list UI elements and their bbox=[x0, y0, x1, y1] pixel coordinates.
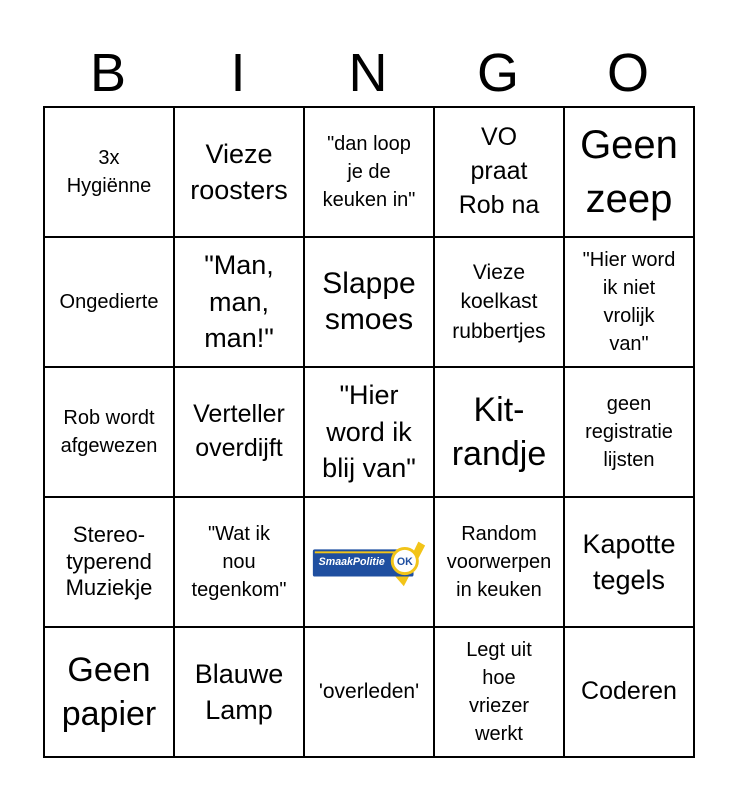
cell-text: VO praat Rob na bbox=[458, 123, 540, 219]
bingo-cell[interactable] bbox=[434, 107, 564, 237]
bingo-cell[interactable] bbox=[44, 497, 174, 627]
bingo-cell[interactable] bbox=[434, 497, 564, 627]
bingo-cell[interactable] bbox=[304, 237, 434, 367]
header-letter-g: G bbox=[476, 43, 519, 103]
bingo-cell[interactable] bbox=[434, 237, 564, 367]
header-letter-i: I bbox=[230, 43, 246, 103]
svg-text:OK: OK bbox=[396, 555, 413, 568]
bingo-cell[interactable] bbox=[564, 107, 694, 237]
bingo-cell[interactable] bbox=[564, 497, 694, 627]
cell-text: "Hier word ik blij van" bbox=[322, 380, 416, 484]
bingo-cell[interactable] bbox=[564, 627, 694, 757]
smaakpolitie-ok-logo-icon bbox=[309, 527, 429, 597]
bingo-cell[interactable] bbox=[44, 237, 174, 367]
cell-text: Blauwe Lamp bbox=[194, 658, 284, 725]
bingo-cell[interactable] bbox=[304, 367, 434, 497]
bingo-cell[interactable] bbox=[174, 497, 304, 627]
bingo-cell[interactable] bbox=[434, 367, 564, 497]
bingo-cell[interactable] bbox=[174, 627, 304, 757]
cell-text: Geen papier bbox=[61, 650, 157, 733]
cell-text: Stereo- typerend Muziekje bbox=[65, 522, 153, 601]
bingo-cell[interactable] bbox=[174, 107, 304, 237]
cell-text: "Man, man, man!" bbox=[204, 250, 274, 354]
bingo-cell[interactable] bbox=[44, 627, 174, 757]
cell-text: Kit- randje bbox=[451, 390, 547, 473]
cell-text: Coderen bbox=[581, 677, 677, 706]
header-letter-o: O bbox=[606, 43, 649, 103]
cell-text: "Hier word ik niet vrolijk van" bbox=[582, 249, 676, 355]
cell-text: Random voorwerpen in keuken bbox=[446, 523, 552, 601]
bingo-cell[interactable] bbox=[434, 627, 564, 757]
bingo-cell[interactable] bbox=[564, 367, 694, 497]
free-space-cell[interactable] bbox=[304, 497, 434, 627]
cell-text: Verteller overdijft bbox=[193, 400, 285, 462]
cell-text: Kapotte tegels bbox=[582, 528, 676, 595]
cell-text: 'overleden' bbox=[318, 680, 420, 704]
bingo-cell[interactable] bbox=[174, 237, 304, 367]
cell-text: Rob wordt afgewezen bbox=[60, 407, 158, 457]
cell-text: 3x Hygiënne bbox=[66, 147, 152, 197]
bingo-cell[interactable] bbox=[44, 107, 174, 237]
cell-text: Vieze koelkast rubbertjes bbox=[452, 260, 546, 343]
bingo-header bbox=[43, 40, 695, 106]
cell-text: Legt uit hoe vriezer werkt bbox=[466, 639, 532, 745]
cell-text: Ongedierte bbox=[59, 291, 159, 313]
cell-text: geen registratie lijsten bbox=[585, 393, 673, 471]
bingo-grid bbox=[43, 106, 695, 758]
bingo-cell[interactable] bbox=[304, 627, 434, 757]
bingo-cell[interactable] bbox=[304, 107, 434, 237]
bingo-cell[interactable] bbox=[564, 237, 694, 367]
cell-text: Vieze roosters bbox=[190, 138, 288, 205]
cell-text: Geen zeep bbox=[580, 123, 678, 221]
svg-text:SmaakPolitie: SmaakPolitie bbox=[318, 555, 385, 568]
header-letter-n: N bbox=[348, 43, 388, 103]
bingo-cell[interactable] bbox=[174, 367, 304, 497]
cell-text: Slappe smoes bbox=[322, 267, 416, 336]
cell-text: "Wat ik nou tegenkom" bbox=[191, 523, 287, 601]
header-letter-b: B bbox=[89, 43, 127, 103]
bingo-cell[interactable] bbox=[44, 367, 174, 497]
cell-text: "dan loop je de keuken in" bbox=[322, 133, 416, 211]
